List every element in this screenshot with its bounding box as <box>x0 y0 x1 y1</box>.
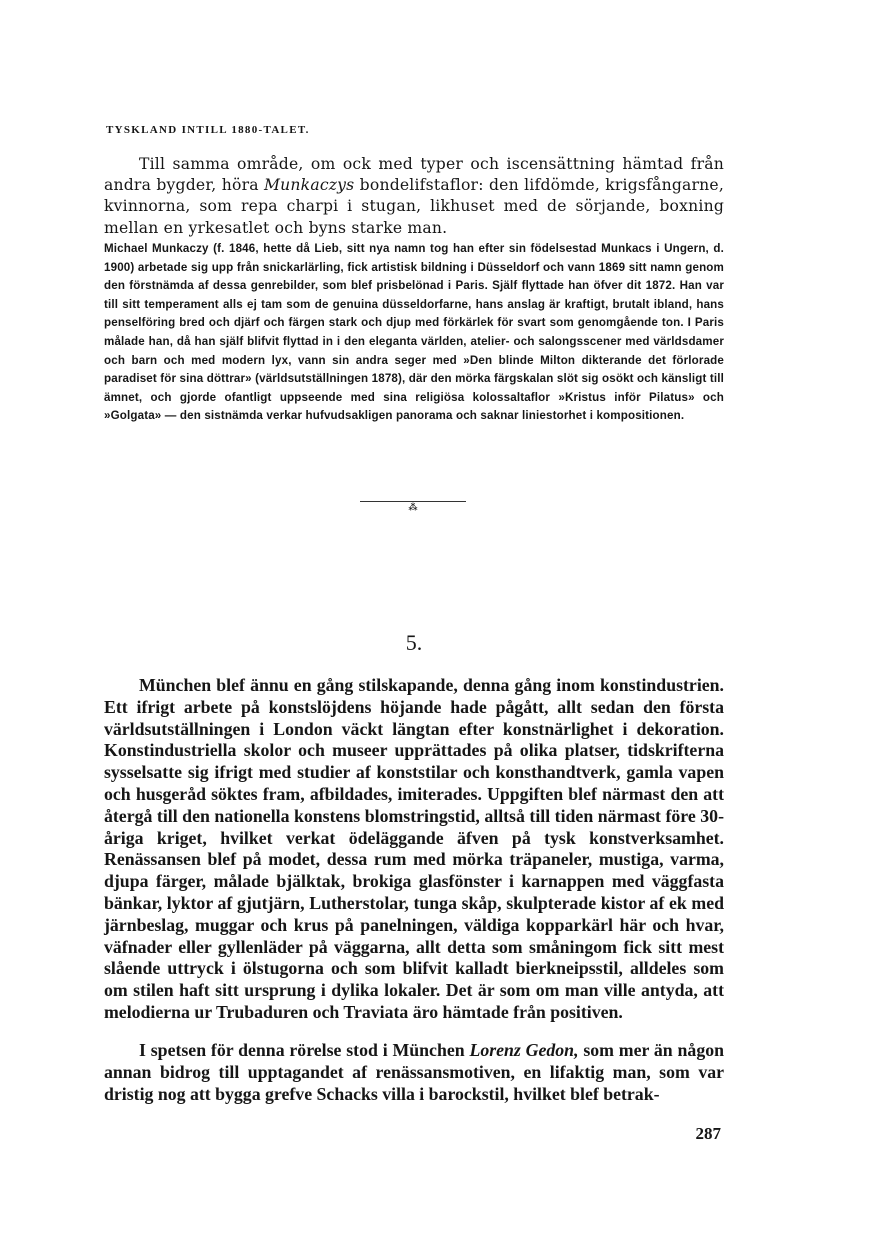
designer-name: Lorenz Gedon, <box>469 1040 579 1060</box>
intro-paragraph <box>104 154 724 239</box>
paragraph-2-text-end: som mer än någon annan bidrog till upptagandet af renässansmotiven, en lifaktig man, som var dristig nog att bygga grefve Schacks villa i barockstil, hvilket blef betrak- <box>104 1040 724 1104</box>
page-number: 287 <box>695 1124 721 1143</box>
section-paragraph-1: München blef ännu en gång stilskapande, denna gång inom konstindustrien. Ett ifrigt arbete på konstslöjdens höjande hade pågått, allt sedan den första världsutställningen i London väckt längtan efter konstnärlighet i dekoration. Konstindustriella skolor och museer upprättades på olika platser, tidskrifterna sysselsatte sig ifrigt med studier af konststilar och konsthandtverk, gamla vapen och husgeråd söktes fram, afbildades, imiterades. Uppgiften blef närmast den att återgå till den nationella konstens blomstringstid, alltså till tiden närmast före 30-åriga kriget, hvilket verkat ödeläggande äfven på tysk konstverksamhet. Renässansen blef på modet, dessa rum med mörka träpaneler, mustiga, varma, djupa färger, målade bjälktak, brokiga glasfönster i karnappen med väggfasta bänkar, lyktor af gjutjärn, Lutherstolar, tunga skåp, skulpterade kistor af ek med järnbeslag, muggar och krus på panelningen, väldiga kopparkärl här och hvar, väfnader eller gyllenläder på väggarna, allt detta som småningom fick sitt mest slående uttryck i ölstugorna och som blifvit kalladt bierkneipsstil, alldeles som om stilen haft sitt ursprung i dylika lokaler. Det är som om man ville antyda, att melodierna ur Trubaduren och Traviata äro hämtade från positiven. <box>104 675 724 1022</box>
intro-text-start: Till samma område, om ock med typer och iscensättning hämtad från andra bygder, höra <box>104 155 724 195</box>
section-number: 5. <box>405 630 423 655</box>
section-paragraph-2 <box>104 1040 724 1105</box>
running-head: TYSKLAND INTILL 1880-TALET. <box>106 124 310 136</box>
artist-name: Munkaczys <box>264 176 355 195</box>
paragraph-2-text-start: I spetsen för denna rörelse stod i München <box>139 1040 470 1060</box>
divider-ornament: ⁂ <box>408 502 418 512</box>
book-page <box>104 0 724 1257</box>
intro-text-end: bondelifstaflor: den lifdömde, krigsfångarne, kvinnorna, som repa charpi i stugan, likhuset med de sörjande, boxning mellan en yrkesatlet och byns starke man. <box>104 176 725 237</box>
biographical-note: Michael Munkaczy (f. 1846, hette då Lieb, sitt nya namn tog han efter sin födelsestad Munkacs i Ungern, d. 1900) arbetade sig upp från snickarlärling, fick artistisk bildning i Düsseldorf och vann 1869 sitt namn genom den förstnämda af dessa genrebilder, som blef prisbelönad i Paris. Själf flyttade han öfver dit 1872. Han var till sitt temperament alls ej tam som de genuina düsseldorfarne, hans anslag är kraftigt, brutalt ibland, hans penselföring bred och djärf och färgen stark och djup med förkärlek för svart som genomgående ton. I Paris målade han, då han själf blifvit flyttad in i den eleganta världen, atelier- och salongsscener med världsdamer och barn och med modern lyx, vann sin andra seger med »Den blinde Milton dikterande det förlorade paradiset för sina döttrar» (världsutställningen 1878), där den mörka färgskalan slöt sig osökt och känsligt till ämnet, och gjorde ofantligt uppseende med sina religiösa kolossaltaflor »Kristus inför Pilatus» och »Golgata» — den sistnämda verkar hufvudsakligen panorama och saknar liniestorhet i kompositionen. <box>104 242 724 423</box>
